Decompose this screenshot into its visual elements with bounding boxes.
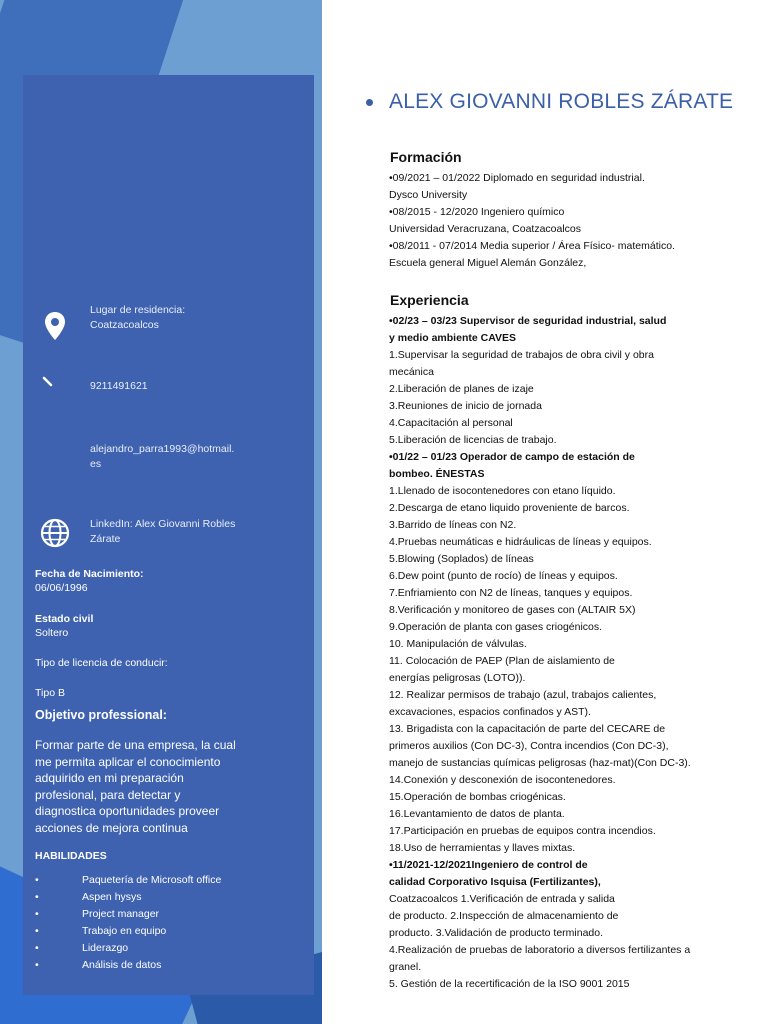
experience-line: 5.Blowing (Soplados) de líneas [389, 553, 534, 565]
education-line: •08/2011 - 07/2014 Media superior / Área Físico- matemático. [389, 240, 675, 252]
phone-number: 9211491621 [90, 380, 148, 392]
experience-line: •11/2021-12/2021Ingeniero de control de [389, 859, 588, 871]
experience-line: 2.Descarga de etano liquido proveniente de barcos. [389, 502, 630, 514]
experience-line: energías peligrosas (LOTO)). [389, 672, 526, 684]
bullet-icon [366, 99, 373, 106]
civil-value: Soltero [35, 627, 69, 639]
experience-list [389, 313, 739, 993]
birth-value: 06/06/1996 [35, 582, 88, 594]
skill-label: Aspen hysys [82, 891, 142, 903]
experience-line: de producto. 2.Inspección de almacenamiento de [389, 910, 619, 922]
experience-line: granel. [389, 961, 422, 973]
license-value: Tipo B [35, 687, 65, 699]
experience-line: bombeo. ÉNESTAS [389, 468, 485, 480]
experience-title: Experiencia [390, 292, 469, 308]
objective-line: me permita aplicar el conocimiento [35, 754, 221, 769]
linkedin-line-2: Zárate [90, 533, 121, 545]
experience-line: Coatzacoalcos 1.Verificación de entrada y salida [389, 893, 615, 905]
skill-label: Análisis de datos [82, 959, 162, 971]
linkedin-line-1: LinkedIn: Alex Giovanni Robles [90, 518, 236, 530]
experience-line: manejo de sustancias químicas peligrosas (haz-mat)(Con DC-3). [389, 757, 691, 769]
experience-line: 3.Reuniones de inicio de jornada [389, 400, 542, 412]
education-line: Universidad Veracruzana, Coatzacoalcos [389, 223, 582, 235]
experience-line: calidad Corporativo Isquisa (Fertilizantes), [389, 876, 601, 888]
experience-line: 5.Liberación de licencias de trabajo. [389, 434, 557, 446]
objective-line: acciones de mejora continua [35, 820, 188, 835]
experience-line: 4.Realización de pruebas de laboratorio a diversos fertilizantes a [389, 944, 691, 956]
objective-title: Objetivo professional: [35, 708, 167, 722]
experience-line: primeros auxilios (Con DC-3), Contra incendios (Con DC-3), [389, 740, 669, 752]
location-pin-icon [44, 311, 66, 341]
skill-label: Liderazgo [82, 942, 129, 954]
bullet: • [35, 891, 39, 903]
experience-line: 9.Operación de planta con gases criogénicos. [389, 621, 603, 633]
experience-line: 10. Manipulación de válvulas. [389, 638, 527, 650]
residence-value: Coatzacoalcos [90, 319, 159, 331]
experience-line: mecánica [389, 366, 434, 378]
experience-line: 11. Colocación de PAEP (Plan de aislamiento de [389, 655, 615, 667]
experience-line: 7.Enfriamiento con N2 de líneas, tanques y equipos. [389, 587, 633, 599]
education-line: Escuela general Miguel Alemán González, [389, 257, 587, 269]
experience-line: 2.Liberación de planes de izaje [389, 383, 534, 395]
experience-line: 18.Uso de herramientas y llaves mixtas. [389, 842, 576, 854]
education-line: •09/2021 – 01/2022 Diplomado en seguridad industrial. [389, 172, 645, 184]
experience-line: 3.Barrido de líneas con N2. [389, 519, 517, 531]
experience-line: 8.Verificación y monitoreo de gases con (ALTAIR 5X) [389, 604, 636, 616]
experience-line: 4.Capacitación al personal [389, 417, 513, 429]
objective-line: Formar parte de una empresa, la cual [35, 738, 236, 752]
experience-line: 4.Pruebas neumáticas e hidráulicas de líneas y equipos. [389, 536, 652, 548]
residence-label: Lugar de residencia: [90, 304, 186, 316]
experience-line: producto. 3.Validación de producto terminado. [389, 927, 604, 939]
experience-line: 16.Levantamiento de datos de planta. [389, 808, 565, 820]
globe-icon [39, 517, 71, 549]
experience-line: excavaciones, espacios confinados y AST). [389, 706, 591, 718]
experience-line: 17.Participación en pruebas de equipos contra incendios. [389, 825, 656, 837]
sidebar-panel [23, 75, 314, 995]
objective-line: diagnostica oportunidades proveer [35, 804, 220, 818]
education-title: Formación [390, 149, 462, 165]
skill-label: Trabajo en equipo [82, 925, 167, 937]
education-line: •08/2015 - 12/2020 Ingeniero químico [389, 206, 565, 218]
birth-label: Fecha de Nacimiento: [35, 568, 144, 580]
phone-icon [42, 376, 56, 390]
experience-line: 1.Llenado de isocontenedores con etano líquido. [389, 485, 616, 497]
email-line-1: alejandro_parra1993@hotmail. [90, 443, 235, 455]
license-label: Tipo de licencia de conducir: [35, 657, 168, 669]
bullet: • [35, 942, 39, 954]
experience-line: 15.Operación de bombas criogénicas. [389, 791, 566, 803]
bullet: • [35, 874, 39, 886]
experience-line: 5. Gestión de la recertificación de la ISO 9001 2015 [389, 978, 630, 990]
bullet: • [35, 925, 39, 937]
education-line: Dysco University [389, 189, 468, 201]
experience-line: •02/23 – 03/23 Supervisor de seguridad industrial, salud [389, 315, 667, 327]
skill-label: Project manager [82, 908, 160, 920]
experience-line: 14.Conexión y desconexión de isocontenedores. [389, 774, 616, 786]
experience-line: 1.Supervisar la seguridad de trabajos de obra civil y obra [389, 349, 654, 361]
skills-title: HABILIDADES [35, 850, 107, 862]
bullet: • [35, 959, 39, 971]
experience-line: 13. Brigadista con la capacitación de parte del CECARE de [389, 723, 666, 735]
objective-line: profesional, para detectar y [35, 787, 181, 802]
experience-line: 6.Dew point (punto de rocío) de líneas y equipos. [389, 570, 618, 582]
civil-label: Estado civil [35, 613, 94, 625]
objective-text [35, 737, 310, 836]
education-list [389, 170, 739, 272]
experience-line: y medio ambiente CAVES [389, 332, 517, 344]
experience-line: 12. Realizar permisos de trabajo (azul, trabajos calientes, [389, 689, 657, 701]
candidate-name: ALEX GIOVANNI ROBLES ZÁRATE [389, 90, 734, 113]
objective-line: adquirido en mi preparación [35, 771, 184, 785]
bullet: • [35, 908, 39, 920]
email-line-2: es [90, 458, 102, 470]
skill-label: Paquetería de Microsoft office [82, 874, 222, 886]
experience-line: •01/22 – 01/23 Operador de campo de estación de [389, 451, 635, 463]
